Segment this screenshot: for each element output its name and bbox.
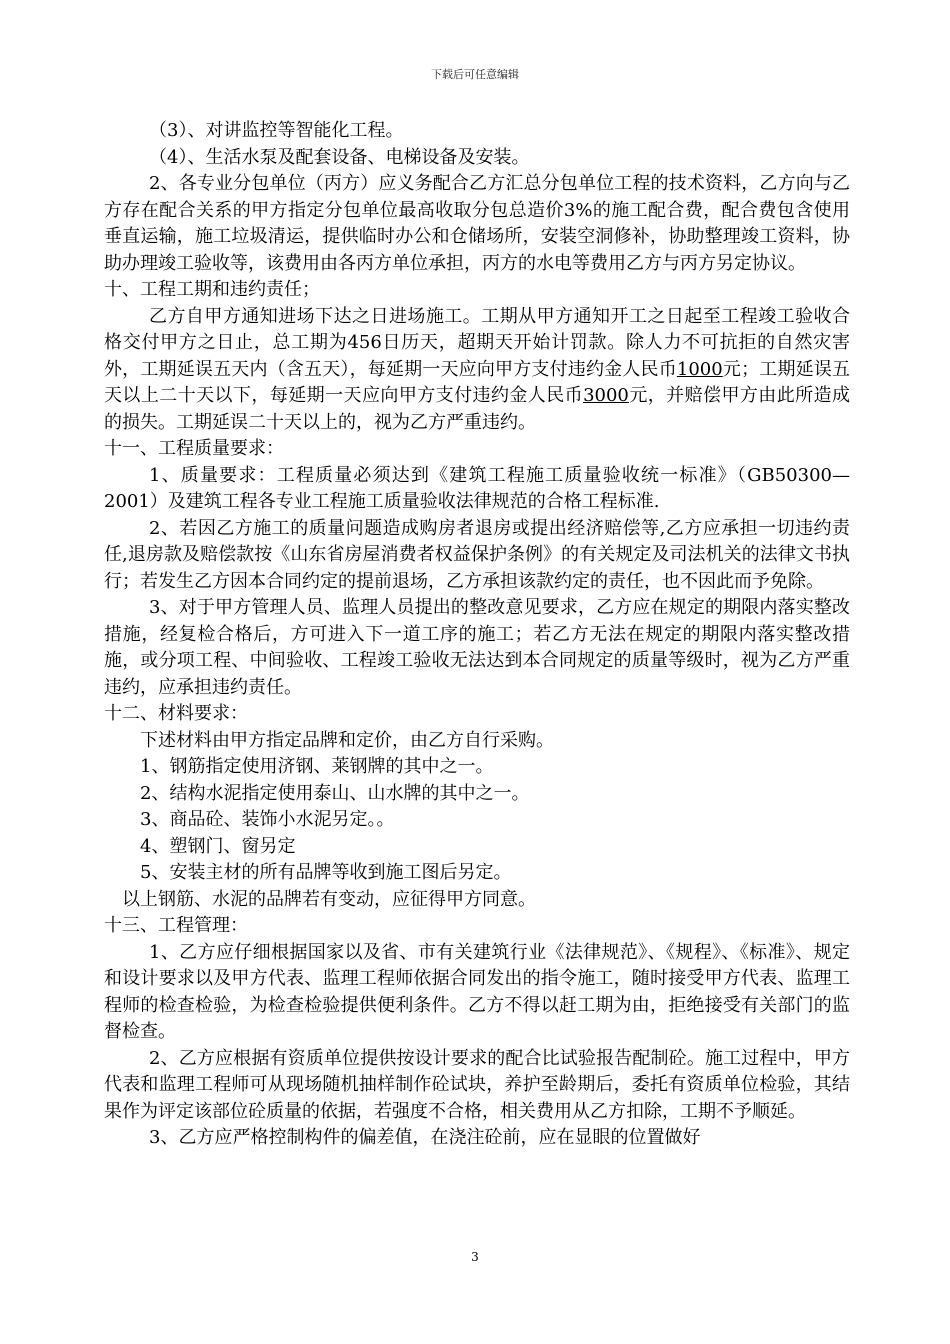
paragraph: 下述材料由甲方指定品牌和定价，由乙方自行采购。 bbox=[140, 729, 554, 751]
list-item: 1、钢筋指定使用济钢、莱钢牌的其中之一。 bbox=[140, 756, 494, 777]
document-body bbox=[104, 118, 850, 1152]
paragraph: 2、乙方应根据有资质单位提供按设计要求的配合比试验报告配制砼。施工过程中，甲方代表和监理工程师可从现场随机抽样制作砼试块，养护至龄期后，委托有资质单位检验，其结果作为评定该部位砼质量的依据，若强度不合格，相关费用从乙方扣除，工期不予顺延。 bbox=[104, 1047, 850, 1122]
paragraph: 以上钢筋、水泥的品牌若有变动，应征得甲方同意。 bbox=[122, 888, 536, 910]
paragraph: 1、质量要求：工程质量必须达到《建筑工程施工质量验收统一标准》（GB50300—2001）及建筑工程各专业工程施工质量验收法律规范的合格工程标准. bbox=[104, 464, 850, 512]
list-item: 3、商品砼、装饰小水泥另定。。 bbox=[140, 809, 395, 830]
paragraph: 2、若因乙方施工的质量问题造成购房者退房或提出经济赔偿等,乙方应承担一切违约责任,退房款及赔偿款按《山东省房屋消费者权益保护条例》的有关规定及司法机关的法律文书执行；若发生乙方因本合同约定的提前退场，乙方承担该款约定的责任，也不因此而予免除。 bbox=[104, 517, 850, 592]
section-heading: 十、工程工期和违约责任； bbox=[104, 279, 320, 300]
page-number: 3 bbox=[471, 1250, 479, 1264]
list-item: 2、结构水泥指定使用泰山、山水牌的其中之一。 bbox=[140, 782, 530, 804]
paragraph: 乙方自甲方通知进场下达之日进场施工。工期从甲方通知开工之日起至工程竣工验收合格交付甲方之日止，总工期为456日历天，超期天开始计罚款。除人力不可抗拒的自然灾害外，工期延误五天内（含五天），每延期一天应向甲方支付违约金人民币1000元；工期延误五天以上二十天以下，每延期一天应向甲方支付违约金人民币3000元，并赔偿甲方由此所造成的损失。工期延误二十天以上的，视为乙方严重违约。 bbox=[104, 305, 851, 433]
paragraph: 3、对于甲方管理人员、监理人员提出的整改意见要求，乙方应在规定的期限内落实整改措施，经复检合格后，方可进入下一道工序的施工；若乙方无法在规定的期限内落实整改措施，或分项工程、中间验收、工程竣工验收无法达到本合同规定的质量等级时，视为乙方严重违约，应承担违约责任。 bbox=[104, 597, 850, 698]
penalty-amount: 1000 bbox=[676, 358, 723, 380]
list-item: 5、安装主材的所有品牌等收到施工图后另定。 bbox=[140, 862, 512, 883]
section-heading: 十一、工程质量要求： bbox=[104, 438, 284, 459]
penalty-amount: 3000 bbox=[583, 385, 629, 406]
page-header: 下载后可任意编辑 bbox=[431, 68, 519, 81]
paragraph: （4）、生活水泵及配套设备、电梯设备及安装。 bbox=[149, 146, 530, 168]
paragraph: 1、乙方应仔细根据国家以及省、市有关建筑行业《法律规范》、《规程》、《标准》、规定和设计要求以及甲方代表、监理工程师依据合同发出的指令施工，随时接受甲方代表、监理工程师的检查检验，为检查检验提供便利条件。乙方不得以赶工期为由，拒绝接受有关部门的监督检查。 bbox=[104, 941, 850, 1042]
paragraph: 3、乙方应严格控制构件的偏差值，在浇注砼前，应在显眼的位置做好 bbox=[149, 1127, 701, 1148]
section-heading: 十三、工程管理： bbox=[104, 915, 248, 936]
section-heading: 十二、材料要求： bbox=[104, 703, 248, 724]
paragraph: 2、各专业分包单位（丙方）应义务配合乙方汇总分包单位工程的技术资料，乙方向与乙方存在配合关系的甲方指定分包单位最高收取分包总造价3%的施工配合费，配合费包含使用垂直运输，施工垃圾清运，提供临时办公和仓储场所，安装空洞修补，协助整理竣工资料，协助办理竣工验收等，该费用由各丙方单位承担，丙方的水电等费用乙方与丙方另定协议。 bbox=[104, 173, 850, 274]
list-item: 4、塑钢门、窗另定 bbox=[140, 835, 296, 857]
paragraph: （3）、对讲监控等智能化工程。 bbox=[149, 120, 404, 141]
